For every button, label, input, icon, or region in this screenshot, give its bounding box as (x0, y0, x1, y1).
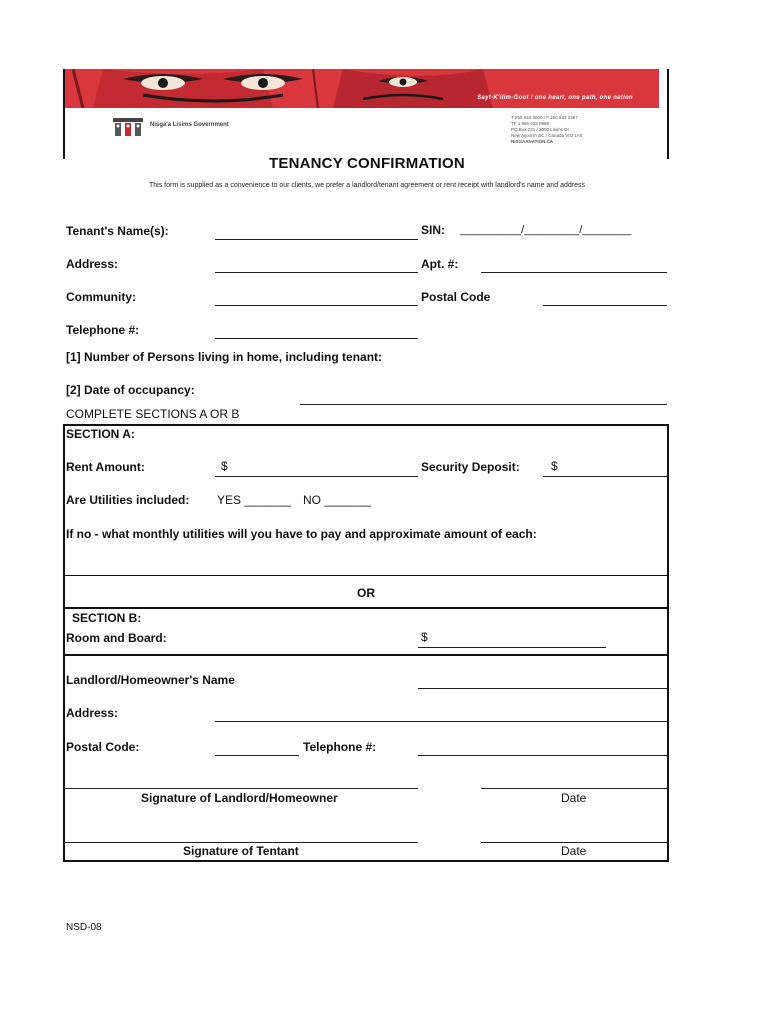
landlord-postal-field[interactable] (215, 755, 299, 756)
postal-code-field[interactable] (543, 305, 667, 306)
contact-block (511, 115, 582, 145)
tenant-name-label: Tenant's Name(s): (66, 224, 169, 238)
form-code: NSD-08 (66, 922, 102, 933)
frame-bottom (63, 860, 669, 862)
occupancy-field[interactable] (300, 404, 667, 405)
deposit-dollar-symbol: $ (551, 459, 558, 473)
or-label: OR (357, 586, 375, 600)
org-name: Nisga'a Lisims Government (150, 122, 229, 128)
contact-line: PO Box 231 / 2000 Lisims Dr (511, 127, 570, 132)
landlord-address-label: Address: (66, 706, 119, 720)
apt-field[interactable] (481, 272, 667, 273)
room-board-field[interactable] (418, 647, 606, 648)
utilities-label: Are Utilities included: (66, 493, 190, 507)
nisgaa-logo-icon (111, 116, 145, 143)
room-board-dollar-symbol: $ (421, 630, 428, 644)
occupancy-label: [2] Date of occupancy: (66, 383, 195, 397)
rent-amount-field[interactable] (215, 476, 418, 477)
landlord-name-field[interactable] (418, 688, 667, 689)
address-field[interactable] (215, 272, 418, 273)
landlord-date-field[interactable] (481, 788, 667, 789)
utilities-yes-option[interactable]: YES _______ (217, 493, 292, 507)
tenant-date-field[interactable] (481, 842, 667, 843)
landlord-signature-field[interactable] (65, 788, 418, 789)
section-divider (63, 424, 669, 426)
security-deposit-label: Security Deposit: (421, 460, 520, 474)
contact-line: TF 1 866 633 0888 (511, 121, 550, 126)
address-label: Address: (66, 257, 119, 271)
persons-label: [1] Number of Persons living in home, including tenant: (66, 350, 383, 364)
tenant-signature-field[interactable] (65, 842, 418, 843)
landlord-address-field[interactable] (215, 721, 667, 722)
frame-left-top (63, 69, 65, 159)
community-label: Community: (66, 290, 136, 304)
landlord-signature-label: Signature of Landlord/Homeowner (141, 791, 338, 805)
rent-dollar-symbol: $ (221, 459, 228, 473)
rent-amount-label: Rent Amount: (66, 460, 145, 474)
section-b-divider (63, 654, 669, 656)
utilities-no-option[interactable]: NO _______ (303, 493, 372, 507)
section-b-heading: SECTION B: (72, 611, 142, 625)
tenant-name-field[interactable] (215, 239, 418, 240)
banner-tagline: Sayt-K'ilim-Goot / one heart, one path, one nation (477, 95, 633, 101)
frame-right-top (667, 69, 669, 159)
security-deposit-field[interactable] (543, 476, 667, 477)
frame-right-bottom (667, 424, 669, 862)
contact-line: T 250 633 3000 / F 250 633 2367 (511, 115, 578, 120)
section-a-heading: SECTION A: (66, 427, 135, 441)
apt-label: Apt. #: (421, 257, 459, 271)
community-field[interactable] (215, 305, 418, 306)
landlord-name-label: Landlord/Homeowner's Name (66, 673, 235, 687)
tenant-date-label: Date (561, 844, 587, 858)
header-banner (63, 69, 659, 108)
landlord-telephone-field[interactable] (418, 755, 667, 756)
room-board-label: Room and Board: (66, 631, 167, 645)
contact-line: NISGAANATION.CA (511, 139, 554, 144)
telephone-field[interactable] (215, 338, 418, 339)
utilities-question: If no - what monthly utilities will you have to pay and approximate amount of each: (66, 527, 537, 541)
or-divider (63, 607, 669, 609)
form-subtitle: This form is supplied as a convenience to our clients, we prefer a landlord/tenant agreement or rent receipt with landlord's name and address (149, 182, 585, 189)
tenant-signature-label: Signature of Tentant (183, 844, 299, 858)
sin-field[interactable]: __________/_________/________ (460, 224, 632, 236)
complete-sections-label: COMPLETE SECTIONS A OR B (66, 407, 240, 421)
landlord-date-label: Date (561, 791, 587, 805)
frame-left-bottom (63, 424, 65, 862)
landlord-telephone-label: Telephone #: (303, 740, 377, 754)
form-title: TENANCY CONFIRMATION (269, 155, 465, 172)
utilities-answer-field[interactable] (63, 575, 669, 576)
landlord-postal-label: Postal Code: (66, 740, 140, 754)
sin-label: SIN: (421, 223, 445, 237)
mask-artwork-icon (63, 69, 659, 108)
contact-line: New Aiyansh BC / Canada V0J 1A0 (511, 133, 583, 138)
telephone-label: Telephone #: (66, 323, 140, 337)
postal-code-label: Postal Code (421, 290, 491, 304)
